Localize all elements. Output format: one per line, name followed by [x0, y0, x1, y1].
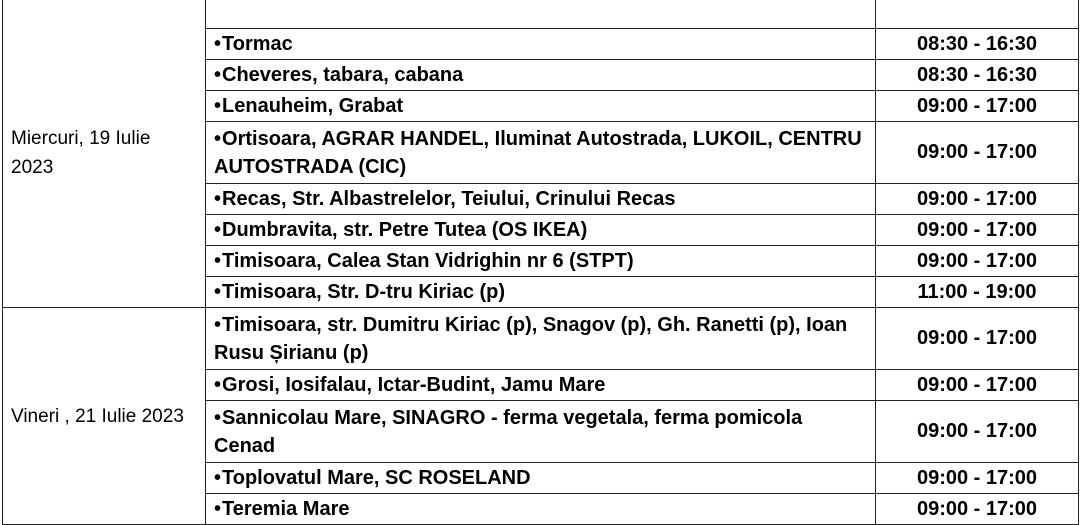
hours-cell: 09:00 - 17:00 — [876, 463, 1079, 494]
location-cell: •Timisoara, str. Dumitru Kiriac (p), Snagov (p), Gh. Ranetti (p), Ioan Rusu Șirianu (p) — [206, 308, 876, 370]
hours-cell: 09:00 - 17:00 — [876, 494, 1079, 525]
hours-cell: 11:00 - 19:00 — [876, 277, 1079, 308]
location-cell: •Teremia Mare — [206, 494, 876, 525]
hours-cell: 09:00 - 17:00 — [876, 122, 1079, 184]
hours-cell: 09:00 - 17:00 — [876, 215, 1079, 246]
location-cell: •Dumbravita, str. Petre Tutea (OS IKEA) — [206, 215, 876, 246]
location-cell: •Lenauheim, Grabat — [206, 91, 876, 122]
location-cell: •Timisoara, Calea Stan Vidrighin nr 6 (STPT) — [206, 246, 876, 277]
hours-cell: 08:30 - 16:30 — [876, 29, 1079, 60]
day-cell: Miercuri, 19 Iulie 2023 — [3, 0, 206, 308]
location-cell: •Tormac — [206, 29, 876, 60]
location-cell: •Toplovatul Mare, SC ROSELAND — [206, 463, 876, 494]
location-cell: •Recas, Str. Albastrelelor, Teiului, Crinului Recas — [206, 184, 876, 215]
location-cell: •Ortisoara, AGRAR HANDEL, Iluminat Autostrada, LUKOIL, CENTRU AUTOSTRADA (CIC) — [206, 122, 876, 184]
hours-cell: 09:00 - 17:00 — [876, 246, 1079, 277]
location-cell: •Cheveres, tabara, cabana — [206, 60, 876, 91]
hours-cell: 09:00 - 17:00 — [876, 370, 1079, 401]
outage-schedule-table — [2, 0, 1079, 525]
hours-cell: 09:00 - 17:00 — [876, 91, 1079, 122]
table-row — [3, 0, 1079, 29]
location-cell: •Timisoara, Str. D-tru Kiriac (p) — [206, 277, 876, 308]
table-row — [3, 308, 1079, 370]
day-cell: Vineri , 21 Iulie 2023 — [3, 308, 206, 525]
hours-cell: 09:00 - 17:00 — [876, 401, 1079, 463]
location-cell: •Grosi, Iosifalau, Ictar-Budint, Jamu Mare — [206, 370, 876, 401]
hours-cell: 08:30 - 16:30 — [876, 60, 1079, 91]
hours-cell: 09:00 - 17:00 — [876, 308, 1079, 370]
location-cell: •Sannicolau Mare, SINAGRO - ferma vegetala, ferma pomicola Cenad — [206, 401, 876, 463]
hours-cell: 09:00 - 17:00 — [876, 184, 1079, 215]
